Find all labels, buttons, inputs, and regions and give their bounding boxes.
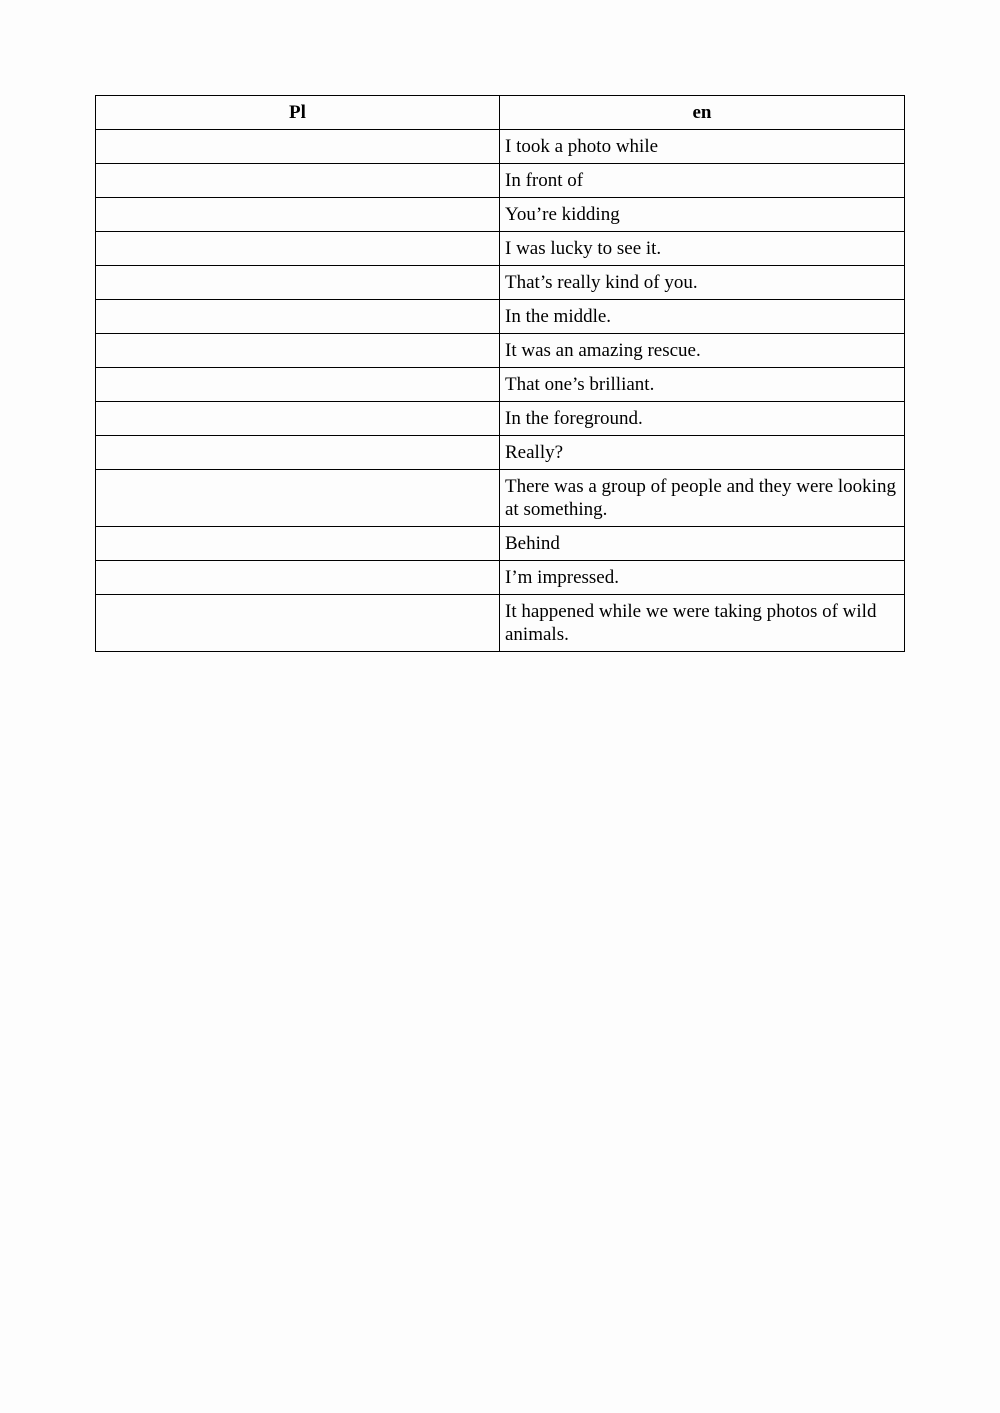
en-phrase-cell: Really? xyxy=(500,436,905,470)
table-row xyxy=(96,561,905,595)
pl-answer-cell[interactable] xyxy=(96,527,500,561)
table-row xyxy=(96,470,905,527)
pl-answer-cell[interactable] xyxy=(96,164,500,198)
pl-answer-cell[interactable] xyxy=(96,130,500,164)
pl-answer-cell[interactable] xyxy=(96,368,500,402)
table-row xyxy=(96,164,905,198)
table-row xyxy=(96,232,905,266)
table-row xyxy=(96,300,905,334)
en-phrase-cell: In front of xyxy=(500,164,905,198)
pl-answer-cell[interactable] xyxy=(96,334,500,368)
en-phrase-cell: I was lucky to see it. xyxy=(500,232,905,266)
table-row xyxy=(96,198,905,232)
en-phrase-cell: In the middle. xyxy=(500,300,905,334)
pl-answer-cell[interactable] xyxy=(96,436,500,470)
pl-answer-cell[interactable] xyxy=(96,561,500,595)
table-row xyxy=(96,527,905,561)
en-phrase-cell: It was an amazing rescue. xyxy=(500,334,905,368)
table-row xyxy=(96,595,905,652)
pl-answer-cell[interactable] xyxy=(96,470,500,527)
table-row xyxy=(96,130,905,164)
en-phrase-cell: It happened while we were taking photos of wild animals. xyxy=(500,595,905,652)
en-phrase-cell: There was a group of people and they were looking at something. xyxy=(500,470,905,527)
en-phrase-cell: I took a photo while xyxy=(500,130,905,164)
pl-answer-cell[interactable] xyxy=(96,232,500,266)
en-phrase-cell: I’m impressed. xyxy=(500,561,905,595)
pl-answer-cell[interactable] xyxy=(96,198,500,232)
column-header-pl: Pl xyxy=(96,96,500,130)
pl-answer-cell[interactable] xyxy=(96,402,500,436)
table-row xyxy=(96,266,905,300)
table-row xyxy=(96,368,905,402)
table-row xyxy=(96,436,905,470)
pl-answer-cell[interactable] xyxy=(96,595,500,652)
en-phrase-cell: You’re kidding xyxy=(500,198,905,232)
table-header-row xyxy=(96,96,905,130)
pl-answer-cell[interactable] xyxy=(96,300,500,334)
en-phrase-cell: That’s really kind of you. xyxy=(500,266,905,300)
table-body xyxy=(96,130,905,652)
en-phrase-cell: In the foreground. xyxy=(500,402,905,436)
en-phrase-cell: Behind xyxy=(500,527,905,561)
table-row xyxy=(96,334,905,368)
pl-answer-cell[interactable] xyxy=(96,266,500,300)
en-phrase-cell: That one’s brilliant. xyxy=(500,368,905,402)
table-row xyxy=(96,402,905,436)
column-header-en: en xyxy=(500,96,905,130)
vocabulary-table xyxy=(95,95,905,652)
